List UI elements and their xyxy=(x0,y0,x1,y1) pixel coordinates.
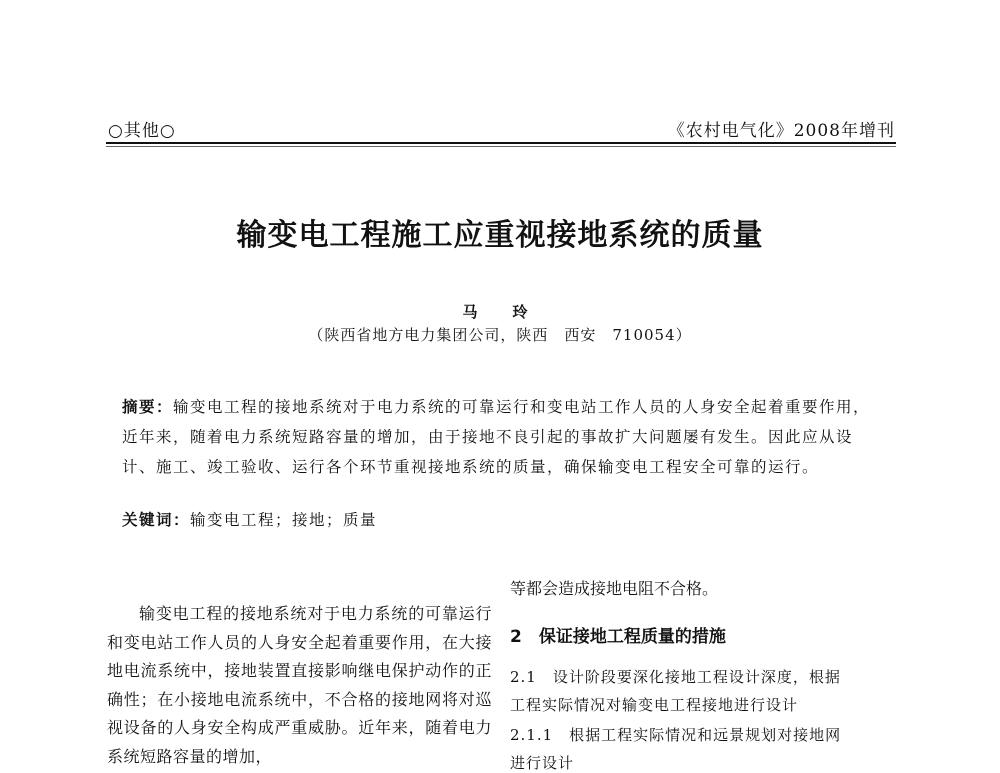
subsection-heading-2-1: 2.1 设计阶段要深化接地工程设计深度，根据 xyxy=(510,668,841,686)
subsubsection-heading-2-1-1-cont: 进行设计 xyxy=(510,754,575,772)
body-line: 等都会造成接地电阻不合格。 xyxy=(510,579,719,598)
abstract-text: 输变电工程的接地系统对于电力系统的可靠运行和变电站工作人员的人身安全起着重要作用，近年来，随着电力系统短路容量的增加，由于接地不良引起的事故扩大问题屡有发生。因此应从设计、施工、竣工验收、运行各个环节重视接地系统的质量，确保输变电工程安全可靠的运行。 xyxy=(122,398,871,476)
abstract-label: 摘要： xyxy=(122,398,174,416)
header-rule-thin xyxy=(106,146,896,147)
body-paragraph: 输变电工程的接地系统对于电力系统的可靠运行和变电站工作人员的人身安全起着重要作用，在大接地电流系统中，接地装置直接影响继电保护动作的正确性；在小接地电流系统中，不合格的接地网将对巡视设备的人身安全构成严重威胁。近年来，随着电力系统短路容量的增加， xyxy=(107,604,492,766)
article-title: 输变电工程施工应重视接地系统的质量 xyxy=(236,218,764,253)
keywords-label: 关键词： xyxy=(122,511,191,529)
section-tag: ○其他○ xyxy=(108,121,176,141)
subsection-heading-2-1-cont: 工程实际情况对输变电工程接地进行设计 xyxy=(510,696,799,714)
section-heading-2: 2 保证接地工程质量的措施 xyxy=(510,627,726,647)
keywords-text: 输变电工程；接地；质量 xyxy=(190,511,378,529)
keywords xyxy=(122,508,882,530)
author-name: 马 玲 xyxy=(462,303,538,321)
header-rule xyxy=(106,142,896,144)
author-affiliation: （陕西省地方电力集团公司，陕西 西安 710054） xyxy=(308,326,692,344)
abstract xyxy=(122,392,882,482)
body-left-column xyxy=(107,600,492,771)
subsubsection-heading-2-1-1: 2.1.1 根据工程实际情况和远景规划对接地网 xyxy=(510,726,842,744)
journal-name: 《农村电气化》2008年增刊 xyxy=(667,121,895,141)
